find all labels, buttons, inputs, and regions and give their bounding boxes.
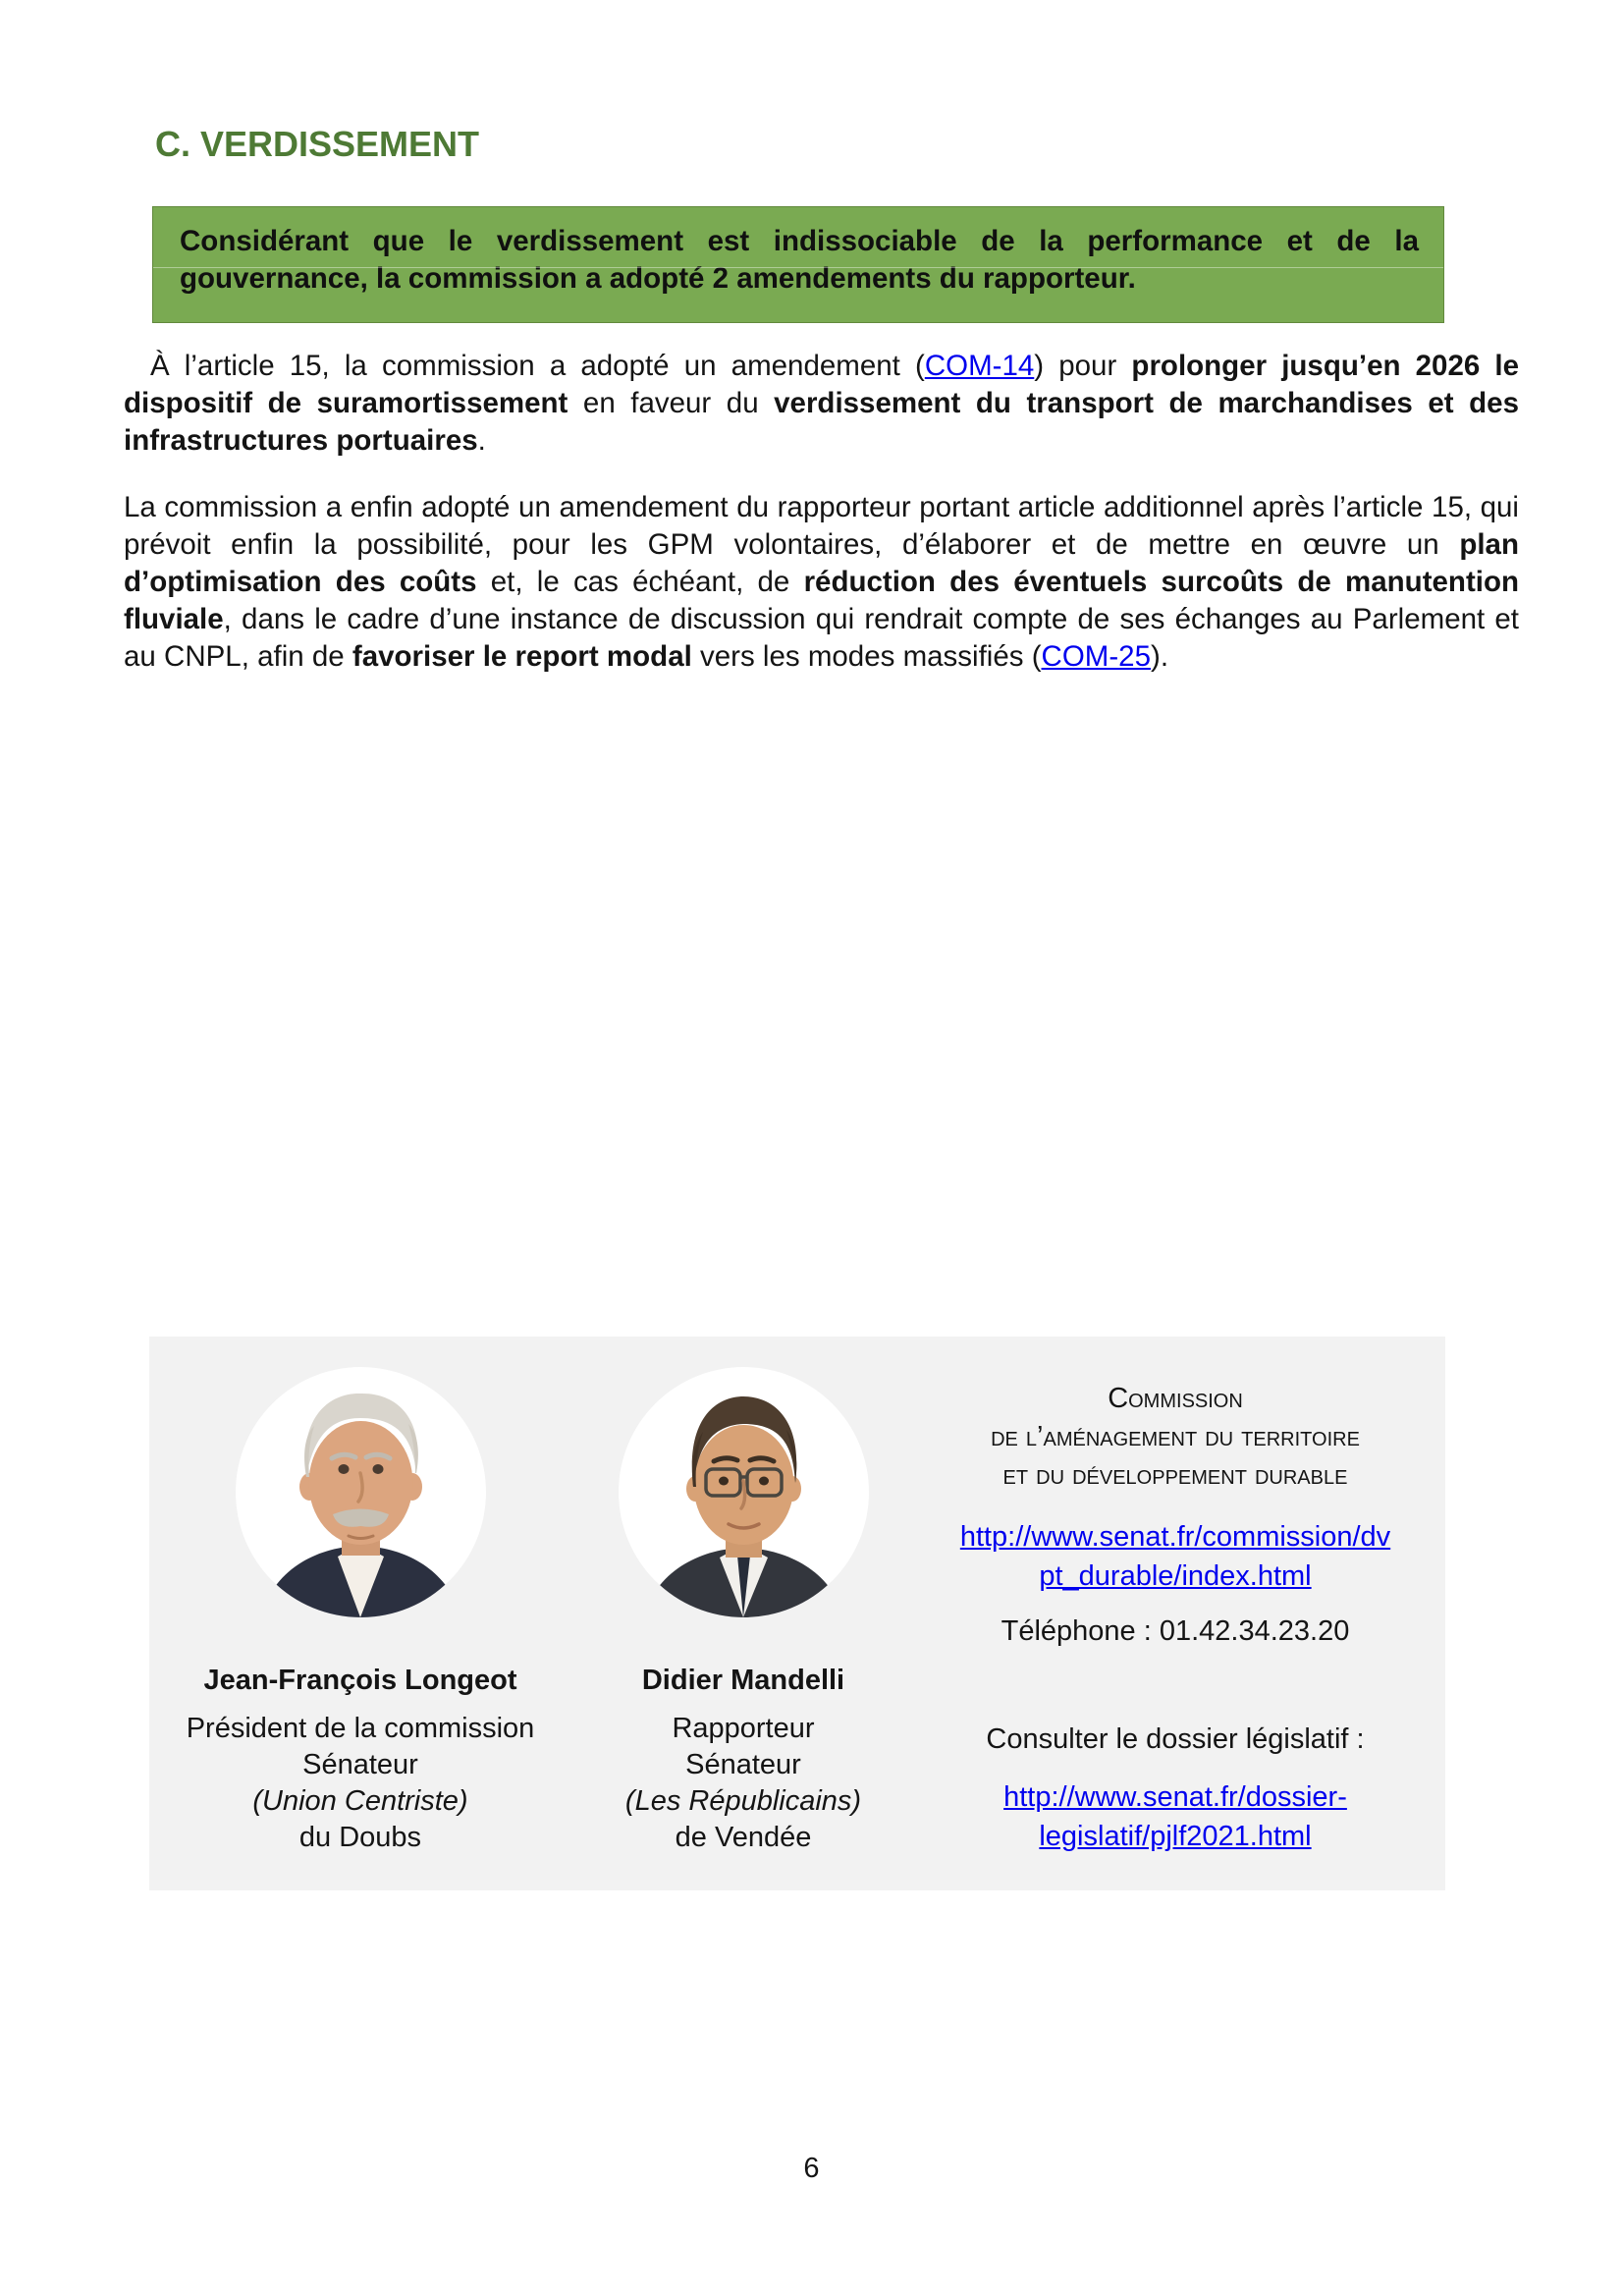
person-party: (Union Centriste) xyxy=(252,1785,468,1817)
text-run: prolonger jusqu’en 2026 le dispositif de suramortissement xyxy=(124,350,1519,419)
paragraph-article-15 xyxy=(124,348,1519,460)
text-run: en faveur du xyxy=(568,387,775,419)
person-details-mandelli xyxy=(625,1711,861,1856)
commission-url-link[interactable] xyxy=(925,1517,1426,1596)
longeot-photo xyxy=(236,1367,486,1617)
text-run: À l’article 15, la commission a adopté un amendement ( xyxy=(150,350,925,382)
person-region: de Vendée xyxy=(675,1822,812,1853)
longeot-portrait-illustration xyxy=(236,1367,486,1617)
person-details-longeot xyxy=(187,1711,535,1856)
text-run: plan d’optimisation des coûts xyxy=(124,528,1519,598)
paragraph-article-additionnel xyxy=(124,489,1519,676)
person-party: (Les Républicains) xyxy=(624,1785,862,1817)
commission-url-line-2: pt_durable/index.html xyxy=(1039,1560,1312,1592)
person-title: Président de la commission xyxy=(186,1713,535,1744)
person-role: Sénateur xyxy=(302,1749,418,1780)
person-name-longeot: Jean-François Longeot xyxy=(203,1665,517,1696)
text-run: , dans le cadre d’une instance de discussion qui rendrait compte de ses échanges au Parlement et au CNPL, afin de xyxy=(124,603,1519,673)
text-run: vers les modes massifiés ( xyxy=(691,640,1042,673)
commission-name-line-2: de l’aménagement du territoire xyxy=(991,1421,1360,1452)
commission-name xyxy=(925,1380,1426,1495)
commission-phone: Téléphone : 01.42.34.23.20 xyxy=(1001,1615,1350,1647)
dossier-consult-label: Consulter le dossier législatif : xyxy=(986,1723,1365,1755)
highlight-box xyxy=(152,206,1444,323)
footer-contact-box xyxy=(149,1337,1445,1890)
commission-info-column xyxy=(915,1337,1445,1890)
text-run: ) pour xyxy=(1034,350,1132,382)
dossier-url-line-1: http://www.senat.fr/dossier- xyxy=(1003,1781,1347,1813)
text-run: verdissement du transport de marchandises et des infrastructures portuaires xyxy=(124,387,1519,457)
person-card-mandelli xyxy=(571,1337,915,1890)
commission-name-line-1: Commission xyxy=(1108,1383,1243,1414)
dossier-url-link[interactable] xyxy=(925,1777,1426,1856)
amendment-link[interactable]: COM-14 xyxy=(924,350,1035,382)
text-run: ). xyxy=(1151,640,1169,673)
commission-name-line-3: et du développement durable xyxy=(1002,1459,1348,1491)
text-run: réduction des éventuels surcoûts de manutention fluviale xyxy=(124,566,1519,635)
text-run: et, le cas échéant, de xyxy=(476,566,804,598)
person-name-mandelli: Didier Mandelli xyxy=(641,1665,845,1696)
person-region: du Doubs xyxy=(298,1822,422,1853)
text-run: . xyxy=(477,424,486,457)
mandelli-photo xyxy=(619,1367,869,1617)
text-run: La commission a enfin adopté un amendement du rapporteur portant article additionnel après l’article 15, qui prévoit enfin la possibilité, pour les GPM volontaires, d’élaborer et de mettre en œuvre un xyxy=(124,491,1519,561)
commission-url-line-1: http://www.senat.fr/commission/dv xyxy=(959,1521,1391,1553)
person-card-longeot xyxy=(149,1337,571,1890)
section-heading: C. VERDISSEMENT xyxy=(155,124,480,164)
highlight-box-text: Considérant que le verdissement est indissociable de la performance et de la gouvernance, la commission a adopté 2 amendements du rapporteur. xyxy=(180,225,1419,295)
dossier-url-line-2: legislatif/pjlf2021.html xyxy=(1039,1821,1312,1852)
page-number: 6 xyxy=(803,2153,820,2184)
person-role: Sénateur xyxy=(685,1749,801,1780)
amendment-link[interactable]: COM-25 xyxy=(1041,640,1151,673)
text-run: favoriser le report modal xyxy=(352,640,692,673)
mandelli-portrait-illustration xyxy=(619,1367,869,1617)
person-title: Rapporteur xyxy=(672,1713,815,1744)
